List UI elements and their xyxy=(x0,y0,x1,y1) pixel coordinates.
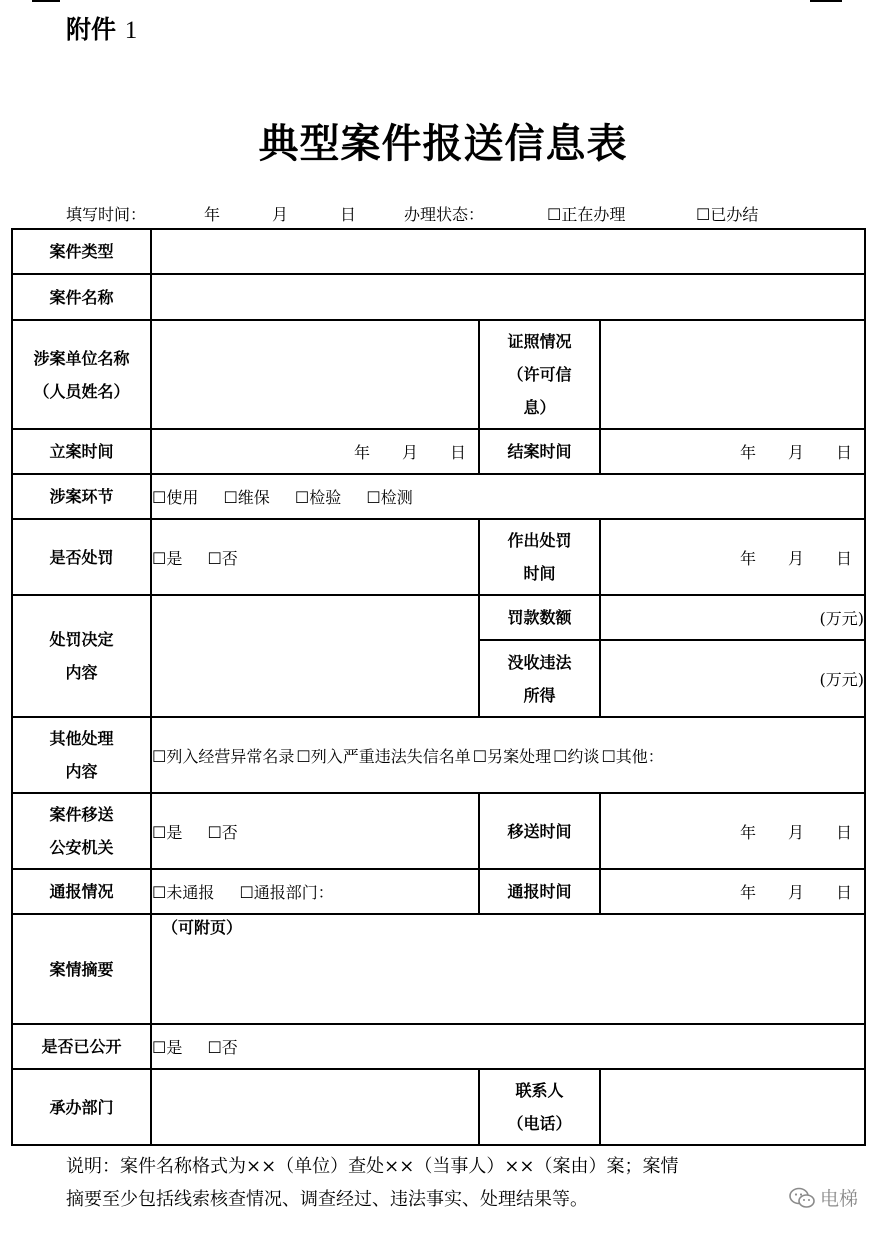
page-title: 典型案件报送信息表 xyxy=(258,120,628,167)
fill-time-label: 填写时间： xyxy=(66,205,147,224)
penalized-option-yes[interactable]: ☐是 xyxy=(152,548,183,568)
confiscate-field[interactable] xyxy=(600,640,865,717)
transfer-line2: 公安机关 xyxy=(49,838,114,857)
other-option-abnormal-list[interactable]: ☐列入经营异常名录 xyxy=(152,746,295,766)
contact-line2: （电话） xyxy=(507,1114,572,1133)
confiscate-label xyxy=(479,640,600,717)
attachment-word: 附件 xyxy=(66,15,117,44)
report-time-field[interactable] xyxy=(600,869,865,914)
case-info-table xyxy=(11,228,866,1146)
other-handling-line1: 其他处理 xyxy=(49,729,114,748)
report-option-not-reported[interactable]: ☐未通报 xyxy=(152,883,215,902)
filing-month: 月 xyxy=(401,443,418,462)
link-option-testing[interactable]: ☐检测 xyxy=(366,488,413,507)
link-option-inspection[interactable]: ☐检验 xyxy=(294,488,342,507)
report-option-reported-dept[interactable]: ☐通报部门： xyxy=(239,883,334,902)
public-option-no[interactable]: ☐否 xyxy=(207,1038,238,1057)
fill-month: 月 xyxy=(272,205,289,224)
closing-day: 日 xyxy=(836,443,853,462)
license-line3: 息） xyxy=(523,398,556,417)
report-month: 月 xyxy=(788,883,805,902)
involved-unit-line1: 涉案单位名称 xyxy=(33,348,130,368)
watermark-text: 电梯 xyxy=(819,1188,858,1210)
transfer-label xyxy=(12,793,151,869)
public-options xyxy=(151,1024,865,1069)
decision-line1: 处罚决定 xyxy=(49,630,114,649)
confiscate-line1: 没收违法 xyxy=(507,652,572,672)
penalty-time-line1: 作出处罚 xyxy=(507,531,572,550)
link-option-maintenance[interactable]: ☐维保 xyxy=(223,488,270,507)
decision-line2: 内容 xyxy=(65,663,98,682)
other-handling-label xyxy=(12,717,151,793)
fine-amount-label: 罚款数额 xyxy=(479,595,600,640)
attachment-number: 1 xyxy=(124,17,138,44)
top-edge-mark-right xyxy=(810,0,842,2)
contact-field[interactable] xyxy=(600,1069,865,1145)
transfer-option-no[interactable]: ☐否 xyxy=(207,822,238,842)
case-type-label: 案件类型 xyxy=(12,229,151,274)
penalty-time-field[interactable] xyxy=(600,519,865,595)
penalty-month: 月 xyxy=(788,548,805,568)
note-line1: 说明：案件名称格式为××（单位）查处××（当事人）××（案由）案；案情 xyxy=(66,1156,679,1177)
penalty-time-label xyxy=(479,519,600,595)
filing-time-label: 立案时间 xyxy=(12,429,151,474)
license-field[interactable] xyxy=(600,320,865,429)
penalty-year: 年 xyxy=(739,548,756,568)
report-options xyxy=(151,869,479,914)
decision-field[interactable] xyxy=(151,595,479,717)
closing-time-field[interactable] xyxy=(600,429,865,474)
summary-note: （可附页） xyxy=(162,918,243,937)
penalized-option-no[interactable]: ☐否 xyxy=(207,548,238,568)
involved-unit-label xyxy=(12,320,151,429)
license-label xyxy=(479,320,600,429)
filing-time-field[interactable] xyxy=(151,429,479,474)
fine-amount-field[interactable] xyxy=(600,595,865,640)
transfer-year: 年 xyxy=(739,822,756,842)
transfer-line1: 案件移送 xyxy=(49,805,114,824)
dept-label: 承办部门 xyxy=(12,1069,151,1145)
transfer-option-yes[interactable]: ☐是 xyxy=(152,822,183,842)
confiscate-line2: 所得 xyxy=(523,685,556,705)
penalty-time-line2: 时间 xyxy=(523,564,556,583)
watermark xyxy=(788,1184,858,1211)
link-options xyxy=(151,474,865,519)
involved-unit-field[interactable] xyxy=(151,320,479,429)
link-label: 涉案环节 xyxy=(12,474,151,519)
contact-label xyxy=(479,1069,600,1145)
license-line1: 证照情况 xyxy=(507,332,572,351)
other-handling-line2: 内容 xyxy=(65,762,98,781)
status-option-in-progress[interactable]: ☐正在办理 xyxy=(547,205,626,224)
fill-year: 年 xyxy=(204,205,221,224)
confiscate-unit: (万元) xyxy=(819,670,865,689)
dept-field[interactable] xyxy=(151,1069,479,1145)
note-line2: 摘要至少包括线索核查情况、调查经过、违法事实、处理结果等。 xyxy=(66,1189,588,1210)
report-day: 日 xyxy=(836,883,853,902)
report-label: 通报情况 xyxy=(12,869,151,914)
status-option-closed[interactable]: ☐已办结 xyxy=(696,205,759,224)
penalized-label: 是否处罚 xyxy=(12,519,151,595)
transfer-time-label: 移送时间 xyxy=(479,793,600,869)
public-label: 是否已公开 xyxy=(12,1024,151,1069)
top-edge-mark-left xyxy=(32,0,60,2)
penalized-options xyxy=(151,519,479,595)
fine-amount-unit: (万元) xyxy=(819,609,865,628)
transfer-month: 月 xyxy=(788,822,805,842)
fill-line xyxy=(66,202,826,224)
summary-field[interactable] xyxy=(151,914,865,1024)
wechat-icon xyxy=(788,1186,816,1210)
summary-label: 案情摘要 xyxy=(12,914,151,1024)
transfer-day: 日 xyxy=(836,822,853,842)
attachment-label xyxy=(66,10,137,46)
decision-label xyxy=(12,595,151,717)
filing-year: 年 xyxy=(353,443,370,462)
filing-day: 日 xyxy=(449,443,466,462)
transfer-options xyxy=(151,793,479,869)
link-option-use[interactable]: ☐使用 xyxy=(152,488,199,507)
closing-month: 月 xyxy=(788,443,805,462)
closing-time-label: 结案时间 xyxy=(479,429,600,474)
case-name-label: 案件名称 xyxy=(12,274,151,320)
contact-line1: 联系人 xyxy=(515,1081,564,1100)
transfer-time-field[interactable] xyxy=(600,793,865,869)
other-option-other[interactable]: ☐其他： xyxy=(601,746,664,766)
other-option-separate-case[interactable]: ☐另案处理 xyxy=(472,746,552,766)
license-line2: （许可信 xyxy=(507,365,572,384)
fill-day: 日 xyxy=(340,205,357,224)
public-option-yes[interactable]: ☐是 xyxy=(152,1038,183,1057)
other-handling-options xyxy=(151,717,865,793)
penalty-day: 日 xyxy=(836,548,853,568)
status-label: 办理状态： xyxy=(404,205,485,224)
case-name-field[interactable] xyxy=(151,274,865,320)
explanation-note xyxy=(66,1150,826,1216)
report-time-label: 通报时间 xyxy=(479,869,600,914)
other-option-interview[interactable]: ☐约谈 xyxy=(553,746,600,766)
other-option-dishonest-list[interactable]: ☐列入严重违法失信名单 xyxy=(296,746,471,766)
involved-unit-line2: （人员姓名） xyxy=(33,381,130,401)
report-year: 年 xyxy=(739,883,756,902)
case-type-field[interactable] xyxy=(151,229,865,274)
closing-year: 年 xyxy=(739,443,756,462)
